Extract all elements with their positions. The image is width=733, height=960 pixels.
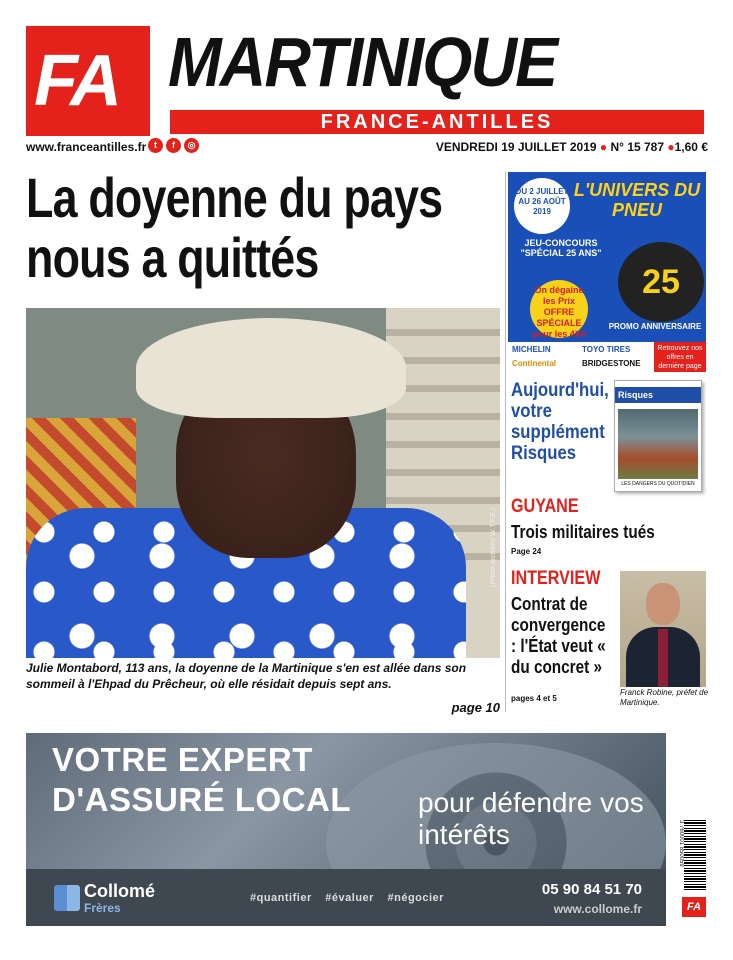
interview-kicker: INTERVIEW	[511, 568, 601, 589]
photo-credit: (Photo archives W.T.F.B.)	[490, 508, 497, 587]
portrait-tie	[658, 629, 668, 687]
twitter-icon[interactable]: t	[148, 138, 163, 153]
lead-caption: Julie Montabord, 113 ans, la doyenne de la Martinique s'en est allée dans son sommeil à l'Ehpad du Prêcheur, où elle résidait depuis sept ans.	[26, 661, 467, 691]
dot-icon: ●	[599, 140, 611, 154]
brand-bridgestone: BRIDGESTONE	[582, 359, 641, 368]
tire-ad[interactable]	[508, 172, 706, 372]
guyane-kicker: GUYANE	[511, 496, 579, 517]
brand-toyo: TOYO TIRES	[582, 345, 631, 354]
social-links	[148, 138, 199, 153]
guyane-page: Page 24	[511, 547, 542, 556]
ad-line-3: pour défendre vos intérêts	[418, 787, 644, 850]
issue-number: N° 15 787	[610, 140, 665, 154]
ad-dates: DU 2 JUILLET AU 26 AOÛT 2019	[514, 178, 570, 234]
collome-icon	[54, 885, 80, 911]
portrait-head	[646, 583, 680, 625]
insurance-ad-footer[interactable]	[26, 869, 666, 926]
interview-headline[interactable]: Contrat de convergence : l'État veut « du concret »	[511, 594, 606, 677]
interview-portrait	[620, 571, 706, 687]
ad-title: L'UNIVERS DU PNEU	[573, 180, 701, 220]
column-divider	[505, 172, 506, 712]
barcode-number: 3 760001 850059	[678, 820, 684, 867]
ad-site[interactable]: www.collome.fr	[553, 902, 642, 916]
barcode	[684, 820, 706, 890]
facebook-icon[interactable]: f	[166, 138, 181, 153]
top-info-line	[26, 140, 708, 162]
ad-badge: On dégaine les Prix OFFRE SPÉCIALE pour les 4X4	[530, 280, 588, 338]
ad-contest: JEU-CONCOURS "SPÉCIAL 25 ANS"	[520, 238, 602, 258]
collome-sub: Frères	[84, 901, 121, 915]
ad-phone[interactable]: 05 90 84 51 70	[541, 881, 642, 898]
fa-logo	[26, 26, 150, 136]
ad-tags: #quantifier #évaluer #négocier	[250, 892, 444, 904]
collome-name: Collomé	[84, 881, 156, 901]
lead-headline[interactable]: La doyenne du pays nous a quittés	[26, 166, 443, 289]
lead-photo[interactable]	[26, 308, 500, 658]
guyane-headline[interactable]: Trois militaires tués	[511, 522, 655, 542]
dateline	[436, 140, 708, 154]
lead-page-ref[interactable]: page 10	[451, 700, 500, 715]
issue-date: VENDREDI 19 JUILLET 2019	[435, 140, 597, 154]
instagram-icon[interactable]: ◎	[184, 138, 199, 153]
tire-icon: 25	[618, 242, 704, 322]
masthead-title: MARTINIQUE	[168, 23, 557, 101]
portrait-caption: Franck Robine, préfet de Martinique.	[620, 688, 709, 707]
dot-icon: ●	[667, 140, 675, 154]
ad-retrouvez: Retrouvez nos offres en dernière page	[654, 342, 706, 372]
supplement-cover[interactable]	[614, 380, 702, 492]
photo-hat	[136, 318, 406, 418]
masthead-subtitle: FRANCE-ANTILLES	[170, 110, 704, 134]
supplement-cover-footer: LES DANGERS DU QUOTIDIEN	[621, 481, 695, 487]
issue-price: 1,60 €	[674, 140, 708, 154]
ad-promo: PROMO ANNIVERSAIRE	[608, 322, 702, 331]
site-url[interactable]: www.franceantilles.fr	[26, 140, 147, 154]
fa-small-logo: FA	[682, 897, 706, 917]
supplement-teaser[interactable]: Aujourd'hui, votre supplément Risques	[511, 380, 609, 464]
logo-text: FA	[34, 41, 119, 121]
collome-logo	[54, 881, 174, 915]
brand-continental: Continental	[512, 359, 556, 368]
brand-michelin: MICHELIN	[512, 345, 551, 354]
supplement-cover-image	[618, 409, 698, 479]
insurance-ad[interactable]	[26, 733, 666, 869]
ad-line-2: D'ASSURÉ LOCAL	[52, 781, 352, 818]
supplement-cover-title: Risques	[615, 387, 701, 403]
interview-pages: pages 4 et 5	[511, 694, 557, 703]
ad-line-1: VOTRE EXPERT	[52, 741, 313, 778]
